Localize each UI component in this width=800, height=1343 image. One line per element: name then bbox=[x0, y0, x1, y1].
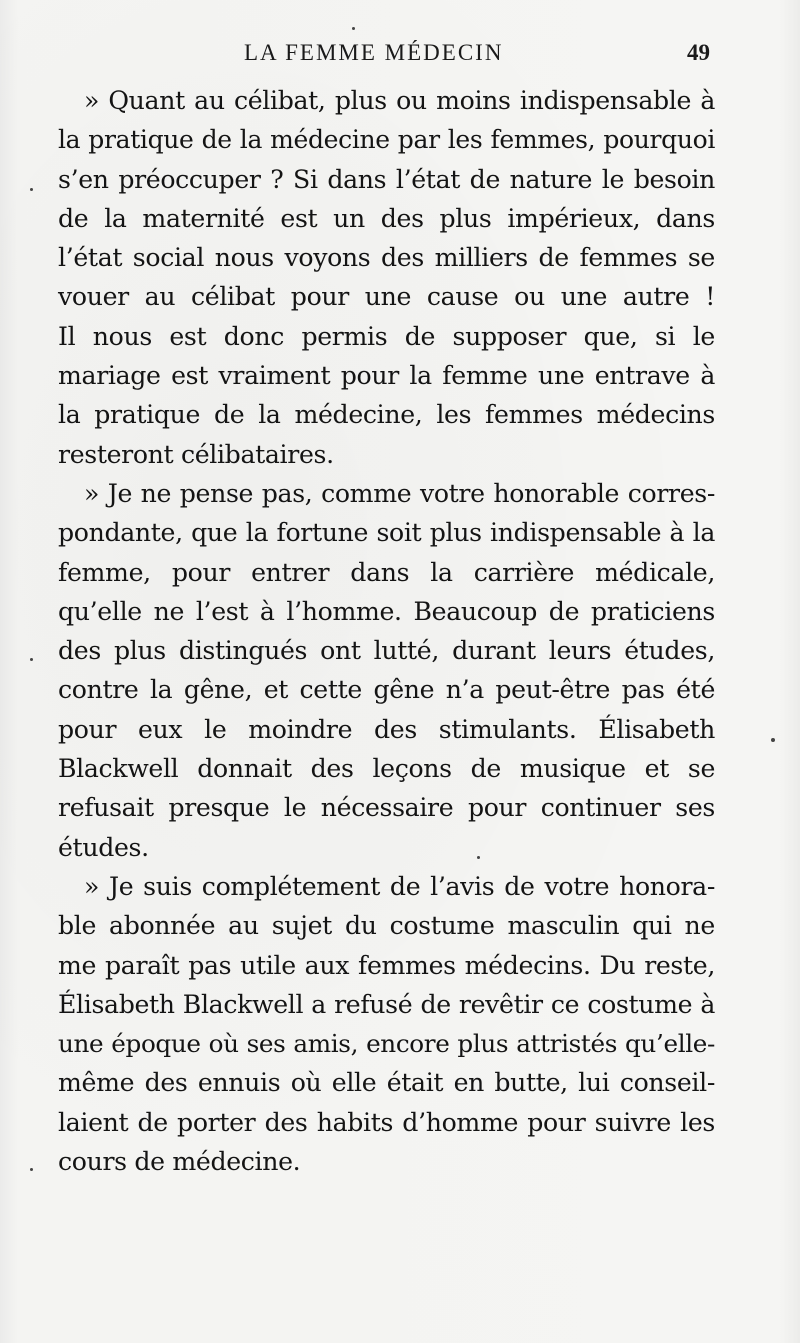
text-line: » Je suis complétement de l’avis de votre honora- bbox=[84, 871, 715, 901]
text-line: Blackwell donnait des leçons de musique et se bbox=[58, 754, 715, 784]
text-line: laient de porter des habits d’homme pour suivre les bbox=[58, 1107, 715, 1137]
text-line: la pratique de la médecine, les femmes médecins bbox=[58, 400, 715, 430]
text-line: mariage est vraiment pour la femme une entrave à bbox=[58, 361, 715, 391]
text-line: l’état social nous voyons des milliers de femmes se bbox=[58, 243, 715, 273]
text-line: refusait presque le nécessaire pour continuer ses bbox=[58, 793, 715, 823]
page-header bbox=[62, 40, 712, 74]
text-line: des plus distingués ont lutté, durant leurs études, bbox=[58, 636, 715, 666]
text-line: la pratique de la médecine par les femmes, pourquoi bbox=[58, 125, 715, 155]
paragraph-fortune bbox=[58, 474, 715, 867]
text-line: » Quant au célibat, plus ou moins indispensable à bbox=[84, 86, 715, 115]
text-line: une époque où ses amis, encore plus attristés qu’elle- bbox=[58, 1029, 715, 1059]
text-line: Il nous est donc permis de supposer que, si le bbox=[58, 321, 715, 351]
print-speck bbox=[30, 188, 33, 191]
text-line: resteront célibataires. bbox=[58, 439, 334, 469]
print-speck bbox=[352, 27, 355, 30]
body-text bbox=[58, 81, 715, 1181]
text-line: pour eux le moindre des stimulants. Élisabeth bbox=[58, 714, 715, 744]
text-line: femme, pour entrer dans la carrière médicale, bbox=[58, 557, 715, 587]
text-line: Élisabeth Blackwell a refusé de revêtir ce costume à bbox=[58, 989, 715, 1019]
print-speck bbox=[771, 738, 775, 742]
text-line: études. bbox=[58, 832, 149, 862]
text-line: me paraît pas utile aux femmes médecins. Du reste, bbox=[58, 950, 715, 980]
print-speck bbox=[477, 856, 480, 859]
text-line: qu’elle ne l’est à l’homme. Beaucoup de praticiens bbox=[58, 596, 715, 626]
paragraph-celibat bbox=[58, 81, 715, 474]
text-line: » Je ne pense pas, comme votre honorable corres- bbox=[84, 478, 715, 508]
running-title: LA FEMME MÉDECIN bbox=[244, 40, 504, 65]
text-line: ble abonnée au sujet du costume masculin qui ne bbox=[58, 911, 715, 941]
text-line: même des ennuis où elle était en butte, lui conseil- bbox=[58, 1068, 715, 1098]
text-line: s’en préoccuper ? Si dans l’état de nature le besoin bbox=[58, 164, 715, 194]
text-line: cours de médecine. bbox=[58, 1147, 301, 1177]
text-line: contre la gêne, et cette gêne n’a peut-être pas été bbox=[58, 675, 715, 705]
print-speck bbox=[30, 1168, 33, 1171]
text-line: de la maternité est un des plus impérieux, dans bbox=[58, 203, 715, 233]
text-line: pondante, que la fortune soit plus indispensable à la bbox=[58, 518, 715, 548]
text-line: vouer au célibat pour une cause ou une autre ! bbox=[58, 282, 715, 312]
page-number: 49 bbox=[687, 40, 710, 65]
paragraph-costume bbox=[58, 867, 715, 1181]
print-speck bbox=[30, 658, 33, 661]
